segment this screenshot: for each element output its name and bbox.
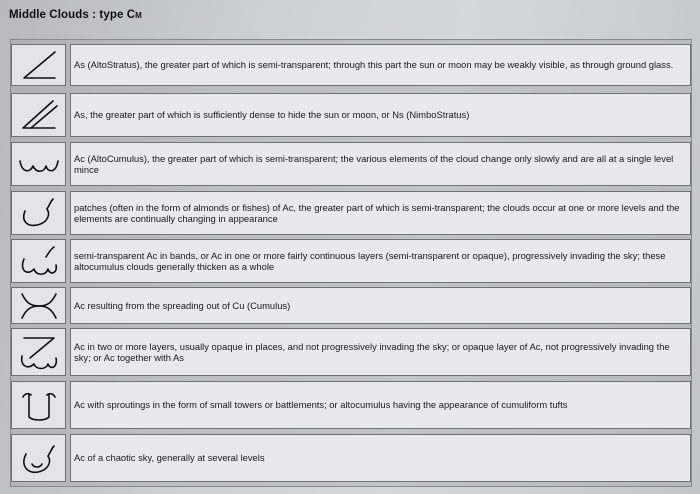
row-description: Ac (AltoCumulus), the greater part of which is semi-transparent; the various elements of the cloud change only slowly and are all at a single level mince	[70, 142, 691, 186]
row-description: As, the greater part of which is sufficiently dense to hide the sun or moon, or Ns (NimboStratus)	[70, 93, 691, 137]
row-description: patches (often in the form of almonds or fishes) of Ac, the greater part of which is semi-transparent; the clouds occur at one or more levels and the elements are continually changing in appearance	[70, 191, 691, 235]
table-row	[11, 287, 691, 324]
table-row	[11, 434, 691, 482]
ac-single-level-icon	[11, 142, 66, 186]
ac-patches-icon	[11, 191, 66, 235]
row-description: Ac resulting from the spreading out of Cu (Cumulus)	[70, 287, 691, 324]
ac-castellanus-icon	[11, 381, 66, 429]
ac-chaotic-icon	[11, 434, 66, 482]
as-semitransparent-icon	[11, 44, 66, 86]
ac-bands-icon	[11, 239, 66, 283]
table-row	[11, 142, 691, 186]
page-title: Middle Clouds : type CM	[9, 9, 142, 21]
cloud-type-table	[10, 39, 692, 487]
row-description: Ac with sproutings in the form of small towers or battlements; or altocumulus having the appearance of cumuliform tufts	[70, 381, 691, 429]
title-subscript: M	[135, 11, 142, 20]
row-description: As (AltoStratus), the greater part of which is semi-transparent; through this part the sun or moon may be weakly visible, as through ground glass.	[70, 44, 691, 86]
row-description: Ac in two or more layers, usually opaque in places, and not progressively invading the sky; or opaque layer of Ac, not progressively invading the sky; or Ac together with As	[70, 328, 691, 376]
table-row	[11, 93, 691, 137]
table-row	[11, 381, 691, 429]
as-dense-icon	[11, 93, 66, 137]
table-row	[11, 239, 691, 283]
ac-from-cu-icon	[11, 287, 66, 324]
ac-layers-icon	[11, 328, 66, 376]
table-row	[11, 328, 691, 376]
row-description: Ac of a chaotic sky, generally at several levels	[70, 434, 691, 482]
table-row	[11, 191, 691, 235]
table-row	[11, 44, 691, 86]
row-description: semi-transparent Ac in bands, or Ac in one or more fairly continuous layers (semi-transparent or opaque), progressively invading the sky; these altocumulus clouds generally thicken as a whole	[70, 239, 691, 283]
